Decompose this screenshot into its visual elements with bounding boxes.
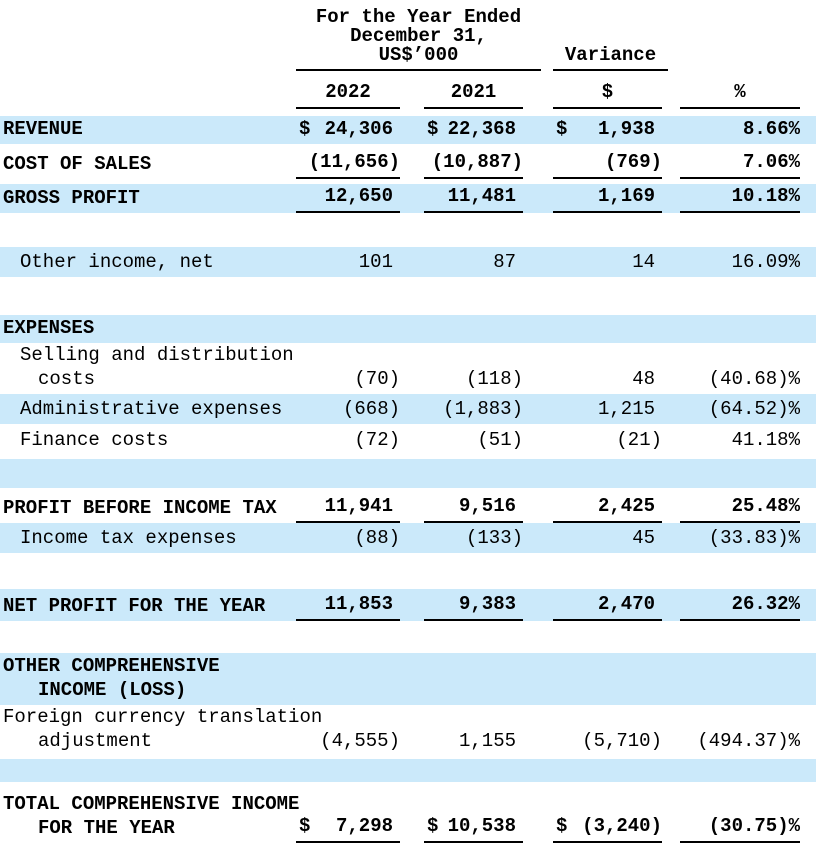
table-row — [0, 116, 816, 144]
variance-value: (5,710) — [582, 730, 662, 752]
percent-value: (494.37)% — [697, 730, 800, 752]
row-label — [0, 792, 300, 843]
table-row — [0, 787, 816, 843]
row-label — [0, 654, 296, 705]
spacer-row — [0, 621, 816, 653]
spacer-row — [0, 459, 816, 488]
table-row — [0, 705, 816, 756]
column-header-gap — [0, 109, 816, 116]
percent-value: 41.18% — [731, 429, 800, 451]
column-tail — [800, 80, 816, 109]
value-2021: (51) — [477, 429, 523, 451]
value-2021: 87 — [493, 251, 516, 273]
row-label — [0, 428, 296, 455]
value-2022: 12,650 — [324, 185, 393, 207]
row-label-line1: TOTAL COMPREHENSIVE INCOME — [3, 793, 300, 815]
percent-value: 7.06% — [680, 150, 800, 179]
column-header-variance-percent: % — [680, 80, 800, 109]
variance-value: 1,169 — [597, 185, 655, 207]
row-label — [0, 397, 296, 424]
spacer-row — [0, 277, 816, 315]
table-row — [0, 315, 816, 343]
variance-value: 2,425 — [597, 495, 655, 517]
column-header-row — [0, 80, 816, 109]
column-header-variance-dollar: $ — [553, 80, 662, 109]
table-row — [0, 343, 816, 394]
row-label — [0, 152, 296, 179]
value-2022: (11,656) — [308, 151, 400, 173]
row-label-line1: Finance costs — [20, 429, 169, 451]
percent-value — [680, 340, 800, 343]
table-row — [0, 394, 816, 424]
row-label-line1: EXPENSES — [3, 317, 95, 339]
row-label-line1: Administrative expenses — [20, 398, 283, 420]
period-header-line3: US$’000 — [378, 44, 459, 66]
dollar-sign: $ — [299, 118, 311, 140]
period-header-line1: For the Year Ended — [315, 6, 522, 28]
table-row — [0, 184, 816, 213]
table-group-header — [0, 8, 816, 71]
percent-value: 25.48% — [680, 494, 800, 523]
value-2021: (10,887) — [431, 151, 523, 173]
dollar-sign: $ — [556, 815, 568, 837]
row-label — [0, 117, 296, 144]
percent-value: 8.66% — [742, 118, 800, 140]
percent-value — [680, 702, 800, 705]
row-label — [0, 526, 296, 553]
spacer-row — [0, 213, 816, 247]
variance-group-header: Variance — [553, 46, 668, 71]
row-label-line1: COST OF SALES — [3, 153, 152, 175]
column-gap — [662, 80, 680, 109]
row-label-line1: Selling and distribution — [20, 344, 294, 366]
table-row — [0, 653, 816, 705]
column-header-2021: 2021 — [424, 80, 523, 109]
dollar-sign: $ — [299, 815, 311, 837]
row-label — [0, 343, 296, 394]
percent-value: (40.68)% — [708, 368, 800, 390]
row-label-line1: OTHER COMPREHENSIVE — [3, 655, 220, 677]
percent-value: 16.09% — [731, 251, 800, 273]
variance-value: 1,215 — [597, 398, 655, 420]
value-2021: (133) — [465, 527, 523, 549]
row-label — [0, 316, 296, 343]
value-2022: 11,853 — [324, 593, 393, 615]
variance-value: 14 — [632, 251, 655, 273]
row-label — [0, 594, 296, 621]
financial-statement-table — [0, 8, 816, 843]
value-2022: (88) — [354, 527, 400, 549]
table-body — [0, 116, 816, 843]
value-2022: 11,941 — [324, 495, 393, 517]
row-label — [0, 186, 296, 213]
percent-value: (30.75)% — [680, 814, 800, 843]
variance-value: 45 — [632, 527, 655, 549]
row-label — [0, 496, 296, 523]
dollar-sign: $ — [427, 815, 439, 837]
value-2021: 11,481 — [447, 185, 516, 207]
value-2022: 24,306 — [324, 118, 393, 140]
row-label-line1: Income tax expenses — [20, 527, 237, 549]
spacer-row — [0, 553, 816, 589]
row-label-line1: Foreign currency translation — [3, 706, 323, 728]
value-2022: (4,555) — [320, 730, 400, 752]
row-label-line2: adjustment — [38, 730, 153, 752]
column-header-spacer — [0, 80, 296, 109]
table-row — [0, 150, 816, 179]
value-2022: (70) — [354, 368, 400, 390]
row-label — [0, 250, 296, 277]
row-label-line1: PROFIT BEFORE INCOME TAX — [3, 497, 277, 519]
row-label-line1: NET PROFIT FOR THE YEAR — [3, 595, 266, 617]
spacer-row — [0, 759, 816, 782]
percent-value: (64.52)% — [708, 398, 800, 420]
row-label-line1: REVENUE — [3, 118, 83, 140]
period-group-header — [296, 8, 541, 71]
variance-value: (769) — [604, 151, 662, 173]
column-header-2022: 2022 — [296, 80, 400, 109]
value-2021: 1,155 — [458, 730, 516, 752]
value-2021: 10,538 — [447, 815, 516, 837]
percent-value: 10.18% — [680, 184, 800, 213]
variance-value: 48 — [632, 368, 655, 390]
variance-value: 2,470 — [597, 593, 655, 615]
row-label-line2: FOR THE YEAR — [38, 817, 175, 839]
value-2022: (668) — [342, 398, 400, 420]
dollar-sign: $ — [427, 118, 439, 140]
dollar-sign: $ — [556, 118, 568, 140]
table-row — [0, 492, 816, 523]
value-2022: 7,298 — [335, 815, 393, 837]
row-label-line2: INCOME (LOSS) — [38, 679, 187, 701]
table-row — [0, 589, 816, 621]
value-2021: 9,516 — [458, 495, 516, 517]
row-label-line1: GROSS PROFIT — [3, 187, 140, 209]
row-label — [0, 705, 323, 756]
table-row — [0, 424, 816, 455]
table-row — [0, 247, 816, 277]
value-2021: 22,368 — [447, 118, 516, 140]
variance-value: 1,938 — [597, 118, 655, 140]
row-label-line1: Other income, net — [20, 251, 214, 273]
column-gap — [523, 80, 553, 109]
row-label-line2: costs — [38, 368, 96, 390]
percent-value: (33.83)% — [708, 527, 800, 549]
variance-value: (3,240) — [582, 815, 662, 837]
column-gap — [400, 80, 424, 109]
value-2021: 9,383 — [458, 593, 516, 615]
value-2022: 101 — [358, 251, 393, 273]
table-row — [0, 523, 816, 553]
value-2021: (1,883) — [443, 398, 523, 420]
variance-value: (21) — [616, 429, 662, 451]
value-2022: (72) — [354, 429, 400, 451]
period-header-line2: December 31, — [350, 25, 487, 47]
percent-value: 26.32% — [680, 592, 800, 621]
value-2021: (118) — [465, 368, 523, 390]
